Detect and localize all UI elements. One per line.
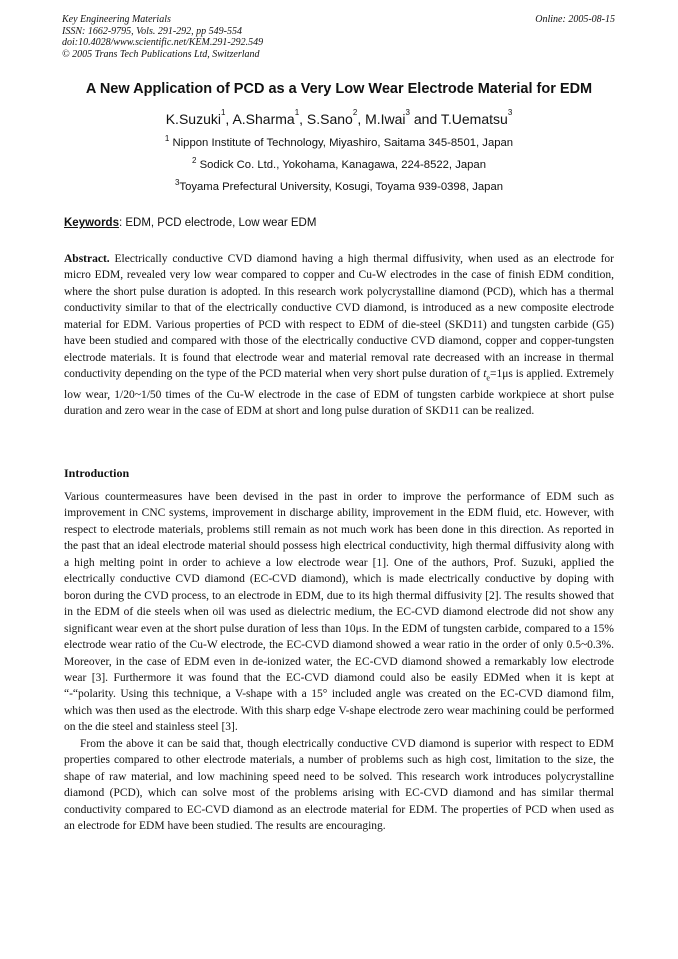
journal-header bbox=[62, 14, 263, 60]
abstract-paragraph bbox=[64, 251, 614, 420]
author-separator: and bbox=[410, 111, 441, 127]
issn-line: ISSN: 1662-9795, Vols. 291-292, pp 549-554 bbox=[62, 25, 242, 37]
online-date: Online: 2005-08-15 bbox=[535, 14, 615, 25]
author-affil-mark: 3 bbox=[507, 108, 513, 117]
author-name: A.Sharma bbox=[232, 111, 295, 127]
affiliation-text: Nippon Institute of Technology, Miyashiro, Saitama 345-8501, Japan bbox=[172, 137, 514, 149]
affiliation-mark: 2 bbox=[192, 156, 197, 165]
introduction-paragraph-2: From the above it can be said that, though electrically conductive CVD diamond is superior with respect to EDM properties compared to other electrode materials, a number of problems such as high cost, limitation to the size, the shape of raw material, and low machining speed need to be solved. This research work introduces polycrystalline diamond (PCD), which can solve most of the problems arising with EC-CVD diamond and has similar thermal conductivity compared to EC-CVD diamond as an electrode material for EDM. The properties of PCD when used as an electrode for EDM have been studied. The results are encouraging. bbox=[64, 737, 614, 833]
affiliation-text: Toyama Prefectural University, Kosugi, Toyama 939-0398, Japan bbox=[179, 181, 504, 193]
abstract bbox=[64, 251, 614, 420]
author-name: T.Uematsu bbox=[440, 111, 508, 127]
author-separator: , bbox=[299, 111, 307, 127]
affiliation-2 bbox=[0, 156, 678, 171]
author-affil-mark: 1 bbox=[294, 108, 300, 117]
abstract-text-part-1: Electrically conductive CVD diamond having a high thermal diffusivity, when used as an electrode for micro EDM, revealed very low wear compared to copper and Cu-W electrodes in the case of finish EDM condition, where the short pulse duration is adopted. In this research work polycrystalline diamond (PCD), which has a thermal conductivity similar to that of the electrically conductive CVD diamond, is introduced as a new composite electrode material for EDM. Various properties of PCD with respect to EDM of die-steel (SKD11) and tungsten carbide (G5) have been studied and compared with those of the electrically conductive CVD diamond, copper and copper-tungsten electrode materials. It is found that electrode wear and material removal rate decreased with an increase in thermal conductivity depending on the type of the PCD material when very short pulse duration of bbox=[64, 253, 614, 381]
affiliation-text: Sodick Co. Ltd., Yokohama, Kanagawa, 224-8522, Japan bbox=[199, 159, 486, 171]
introduction-body bbox=[64, 489, 614, 835]
abstract-label: Abstract. bbox=[64, 253, 110, 265]
affiliation-mark: 1 bbox=[164, 134, 170, 143]
copyright-line: © 2005 Trans Tech Publications Ltd, Switzerland bbox=[62, 48, 260, 60]
author-list bbox=[0, 108, 678, 127]
author-name: M.Iwai bbox=[365, 111, 406, 127]
author-separator: , bbox=[225, 111, 233, 127]
keywords-label: Keywords bbox=[64, 217, 119, 229]
author-affil-mark: 1 bbox=[220, 108, 226, 117]
author-name: K.Suzuki bbox=[165, 111, 221, 127]
author-separator: , bbox=[357, 111, 366, 127]
keywords bbox=[64, 217, 316, 229]
abstract-text-part-2: =1μs is applied. Extremely low wear, 1/20~1/50 times of the Cu-W electrode in the case of EDM of tungsten carbide workpiece at short pulse duration and zero wear in the case of EDM at short and long pulse duration of SKD11 can be realized. bbox=[64, 368, 615, 418]
affiliation-3 bbox=[0, 178, 678, 193]
author-name: S.Sano bbox=[306, 111, 353, 127]
doi-line: doi:10.4028/www.scientific.net/KEM.291-292.549 bbox=[62, 37, 264, 48]
introduction-paragraph-1: Various countermeasures have been devised in the past in order to improve the performance of EDM such as improvement in CNC systems, improvement in discharge ability, improvement in the EDM fluid, etc. However, with respect to electrode materials, problems still remain as not much work has been done in this direction. As reported in the past that an ideal electrode material should possess high electrical conductivity, high thermal diffusivity along with a high melting point in order to achieve a low electrode wear [1]. One of the authors, Prof. Suzuki, applied the electrically conductive CVD diamond (EC-CVD diamond), which is made electrically conductive by doping with boron during the CVD process, to an electrode in EDM, due to its high thermal diffusivity [2]. The results showed that in the EDM of die steels when oil was used as dielectric medium, the EC-CVD diamond electrode did not show any significant wear even at the short pulse duration of less than 10μs. In the EDM of tungsten carbide, compared to a 15% electrode wear ratio of the Cu-W electrode, the EC-CVD diamond showed a wear ratio in the order of only 0.5~0.3%. Moreover, in the case of EDM even in de-ionized water, the EC-CVD diamond showed a remarkably low electrode wear [3]. Furthermore it was found that the EC-CVD diamond could also be easily EDMed when it is kept at “-“polarity. Using this technique, a V-shape with a 15° included angle was created on the EC-CVD diamond film, which was then used as the electrode. With this sharp edge V-shape electrode zero wear machining could be performed on the die steel and stainless steel [3]. bbox=[64, 491, 614, 734]
affiliation-mark: 3 bbox=[174, 178, 180, 187]
keywords-text: : EDM, PCD electrode, Low wear EDM bbox=[118, 217, 317, 229]
journal-name: Key Engineering Materials bbox=[62, 14, 171, 25]
pulse-duration-subscript: e bbox=[486, 373, 490, 383]
affiliation-1 bbox=[0, 134, 678, 149]
paper-title: A New Application of PCD as a Very Low Wear Electrode Material for EDM bbox=[85, 81, 593, 97]
introduction-heading: Introduction bbox=[64, 466, 130, 480]
pulse-duration-symbol: t bbox=[483, 368, 487, 381]
author-affil-mark: 2 bbox=[352, 108, 358, 117]
author-affil-mark: 3 bbox=[405, 108, 410, 117]
